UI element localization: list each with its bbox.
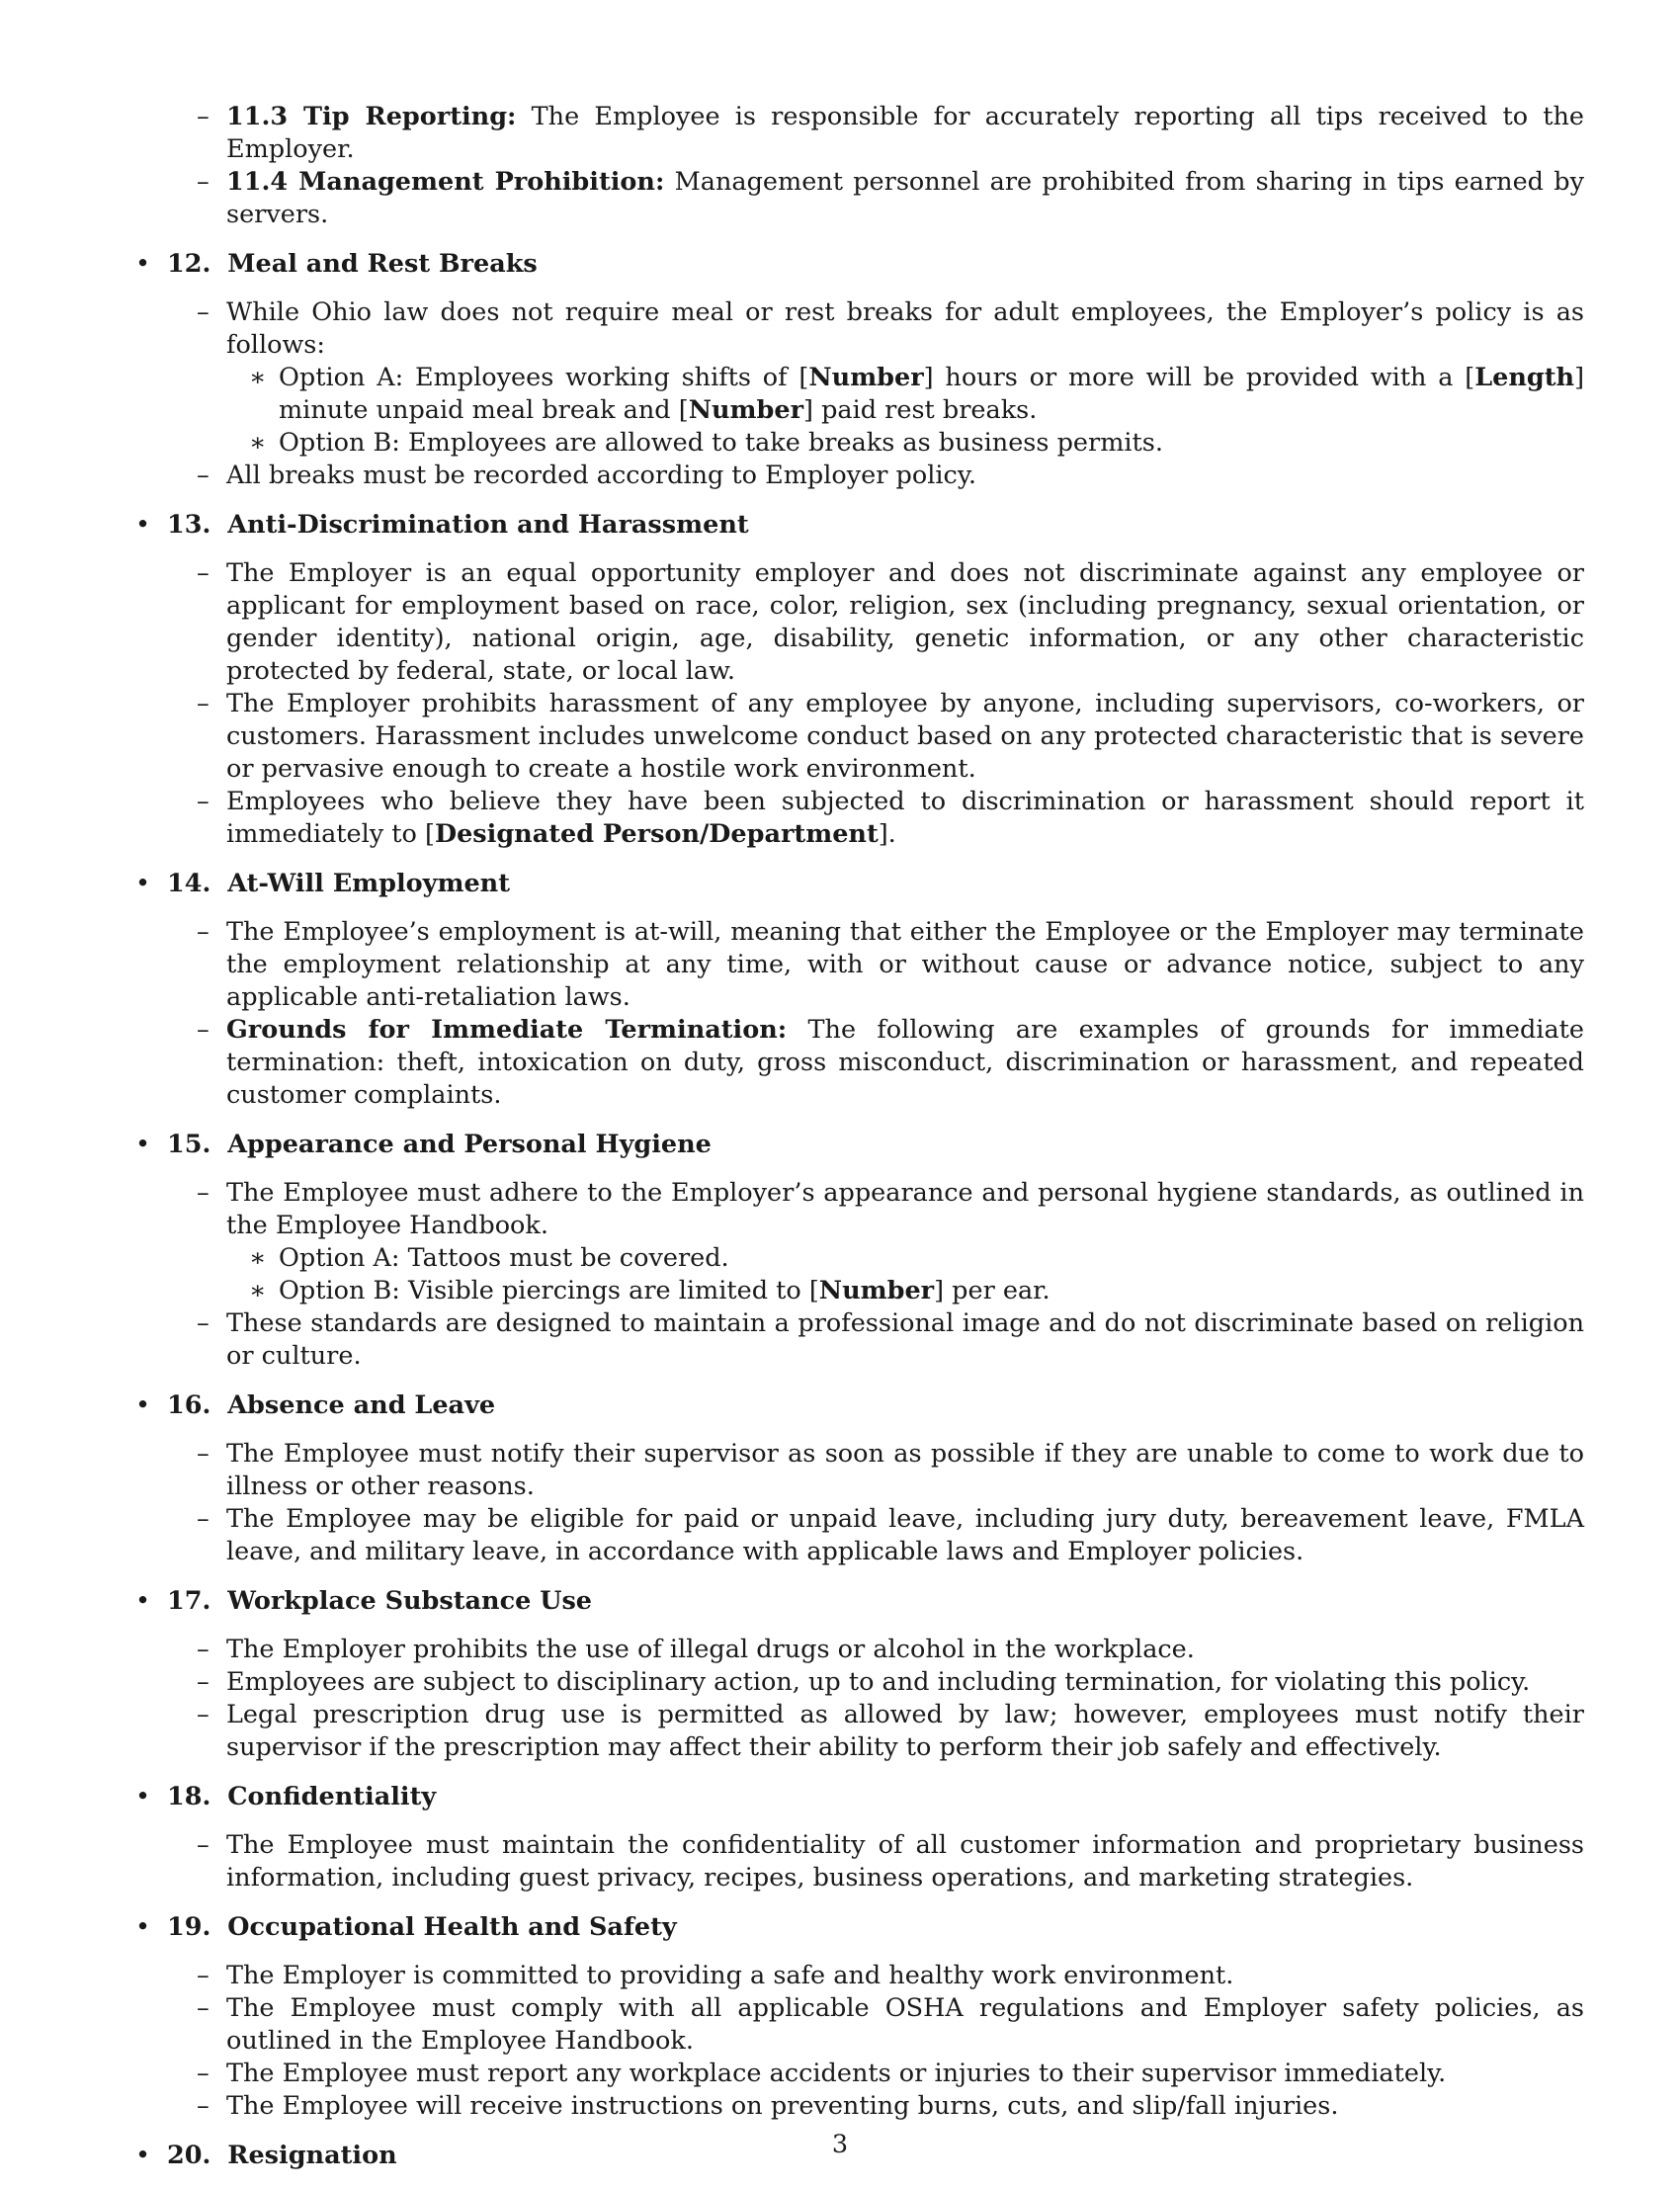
bullet-marker: • [135,1586,151,1616]
dash-marker: – [197,297,210,327]
list-item [197,1307,1584,1373]
placeholder-number: Number [688,395,804,425]
item-text: The Employer prohibits the use of illegal drugs or alcohol in the workplace. [226,1635,1195,1664]
section-title: Resignation [227,2141,397,2170]
section-heading-17 [135,1585,1584,1618]
item-text: ] per ear. [934,1276,1050,1305]
item-text: The Employee must adhere to the Employer’s appearance and personal hygiene standards, as outlined in the Employee Handbook. [226,1178,1584,1240]
item-text: The Employer is committed to providing a safe and healthy work environment. [226,1961,1234,1990]
dash-marker: – [197,1635,210,1664]
section-title: Meal and Rest Breaks [227,249,538,279]
list-item [197,916,1584,1014]
item-text: Option B: Employees are allowed to take breaks as business permits. [279,428,1163,458]
section-number: 16. [167,1390,211,1420]
bullet-marker: • [135,1782,151,1811]
item-text: Option A: Tattoos must be covered. [279,1243,729,1273]
star-marker: ∗ [249,1276,267,1305]
dash-marker: – [197,689,210,718]
sub-list-item-option-a [249,1242,1584,1275]
item-text: Management personnel are prohibited from sharing in tips earned by servers. [226,167,1584,229]
sub-list-item-option-b [249,427,1584,460]
item-text: The Employee is responsible for accurately reporting all tips received to the Employer. [226,102,1584,164]
dash-marker: – [197,1015,210,1045]
dash-marker: – [197,1308,210,1338]
list-item [197,460,1584,492]
item-text: ] minute unpaid meal break and [ [279,363,1585,425]
item-text: The following are examples of grounds for immediate termination: theft, intoxication on duty, gross misconduct, discrimination or harassment, and repeated customer complaints. [226,1015,1584,1110]
item-text: The Employer is an equal opportunity employer and does not discriminate against any employee or applicant for employment based on race, color, religion, sex (including pregnancy, sexual orientation, or gender identity), national origin, age, disability, genetic information, or any other characteristic protected by federal, state, or local law. [226,558,1584,686]
section-heading-19 [135,1911,1584,1944]
placeholder-length: Length [1474,363,1575,392]
list-item [197,296,1584,362]
bullet-marker: • [135,2141,151,2170]
section-title: Confidentiality [227,1782,437,1811]
dash-marker: – [197,102,210,131]
list-item [197,2090,1584,2123]
dash-marker: – [197,1504,210,1534]
dash-marker: – [197,1961,210,1990]
placeholder-number: Number [818,1276,935,1305]
dash-marker: – [197,787,210,816]
section-number: 19. [167,1912,211,1942]
item-text: While Ohio law does not require meal or rest breaks for adult employees, the Employer’s policy is as follows: [226,297,1584,360]
star-marker: ∗ [249,1243,267,1273]
item-text: These standards are designed to maintain a professional image and do not discriminate based on religion or culture. [226,1308,1584,1371]
item-text: Legal prescription drug use is permitted as allowed by law; however, employees must notify their supervisor if the prescription may affect their ability to perform their job safely and effectively. [226,1700,1584,1762]
list-item [197,1960,1584,1992]
dash-marker: – [197,1439,210,1469]
item-text: ] hours or more will be provided with a [ [923,363,1475,392]
item-text: The Employee may be eligible for paid or unpaid leave, including jury duty, bereavement leave, FMLA leave, and military leave, in accordance with applicable laws and Employer policies. [226,1504,1584,1566]
dash-marker: – [197,2091,210,2121]
dash-marker: – [197,1993,210,2023]
placeholder-number: Number [808,363,924,392]
list-item-tip-reporting [197,101,1584,166]
item-text: The Employee must maintain the confidentiality of all customer information and proprietary business information, including guest privacy, recipes, business operations, and marketing strategies. [226,1830,1584,1893]
bullet-marker: • [135,249,151,279]
item-text: Employees are subject to disciplinary action, up to and including termination, for violating this policy. [226,1667,1531,1697]
bullet-marker: • [135,869,151,898]
section-title: Occupational Health and Safety [227,1912,677,1942]
dash-marker: – [197,2059,210,2088]
page-number: 3 [831,2130,849,2159]
bullet-marker: • [135,1390,151,1420]
section-heading-13 [135,509,1584,542]
item-label: 11.4 Management Prohibition: [226,167,665,197]
section-title: Appearance and Personal Hygiene [227,1130,712,1159]
sub-list-item-option-a [249,362,1585,427]
placeholder-designated-person: Designated Person/Department [434,819,879,849]
list-item [197,1177,1584,1242]
item-text: The Employee must report any workplace accidents or injuries to their supervisor immediately. [226,2059,1447,2088]
section-number: 15. [167,1130,211,1159]
list-item [197,1992,1584,2058]
section-title: Workplace Substance Use [227,1586,593,1616]
dash-marker: – [197,1667,210,1697]
section-number: 14. [167,869,211,898]
section-number: 13. [167,510,211,540]
item-label: Grounds for Immediate Termination: [226,1015,788,1045]
bullet-marker: • [135,1130,151,1159]
dash-marker: – [197,461,210,490]
item-text: Employees who believe they have been subjected to discrimination or harassment should report it immediately to [ [226,787,1584,849]
item-text: The Employee must notify their supervisor as soon as possible if they are unable to come to work due to illness or other reasons. [226,1439,1584,1501]
item-text: Option A: Employees working shifts of [ [279,363,809,392]
section-heading-12 [135,248,1584,281]
section-number: 17. [167,1586,211,1616]
list-item [197,1699,1584,1764]
list-item [197,2058,1584,2090]
section-title: At-Will Employment [227,869,510,898]
dash-marker: – [197,1700,210,1729]
list-item [197,1438,1584,1503]
section-number: 12. [167,249,211,279]
list-item [197,1666,1584,1699]
item-text: ]. [878,819,896,849]
item-text: The Employer prohibits harassment of any employee by anyone, including supervisors, co-workers, or customers. Harassment includes unwelcome conduct based on any protected characteristic that is severe or pervasive enough to create a hostile work environment. [226,689,1584,784]
list-item [197,557,1584,688]
item-text: Option B: Visible piercings are limited to [ [279,1276,819,1305]
section-number: 20. [167,2141,211,2170]
item-text: The Employee will receive instructions on preventing burns, cuts, and slip/fall injuries. [226,2091,1339,2121]
star-marker: ∗ [249,428,267,458]
item-text: The Employee must comply with all applicable OSHA regulations and Employer safety policies, as outlined in the Employee Handbook. [226,1993,1584,2056]
bullet-marker: • [135,510,151,540]
list-item [197,1014,1584,1112]
dash-marker: – [197,558,210,588]
item-label: 11.3 Tip Reporting: [226,102,517,131]
dash-marker: – [197,167,210,197]
section-heading-14 [135,868,1584,900]
bullet-marker: • [135,1912,151,1942]
dash-marker: – [197,1830,210,1860]
list-item [197,688,1584,786]
section-title: Absence and Leave [227,1390,496,1420]
sub-list-item-option-b [249,1275,1584,1307]
list-item [197,786,1584,851]
list-item-management-prohibition [197,166,1584,231]
dash-marker: – [197,917,210,947]
section-heading-18 [135,1781,1584,1813]
section-title: Anti-Discrimination and Harassment [227,510,749,540]
list-item [197,1634,1584,1666]
section-heading-15 [135,1129,1584,1161]
list-item [197,1829,1584,1894]
star-marker: ∗ [249,363,267,392]
section-heading-16 [135,1389,1584,1422]
item-text: ] paid rest breaks. [803,395,1038,425]
item-text: All breaks must be recorded according to Employer policy. [226,461,976,490]
section-number: 18. [167,1782,211,1811]
dash-marker: – [197,1178,210,1208]
document-page [135,101,1584,2188]
list-item [197,1503,1584,1568]
item-text: The Employee’s employment is at-will, meaning that either the Employee or the Employer may terminate the employment relationship at any time, with or without cause or advance notice, subject to any applicable anti-retaliation laws. [226,917,1584,1012]
